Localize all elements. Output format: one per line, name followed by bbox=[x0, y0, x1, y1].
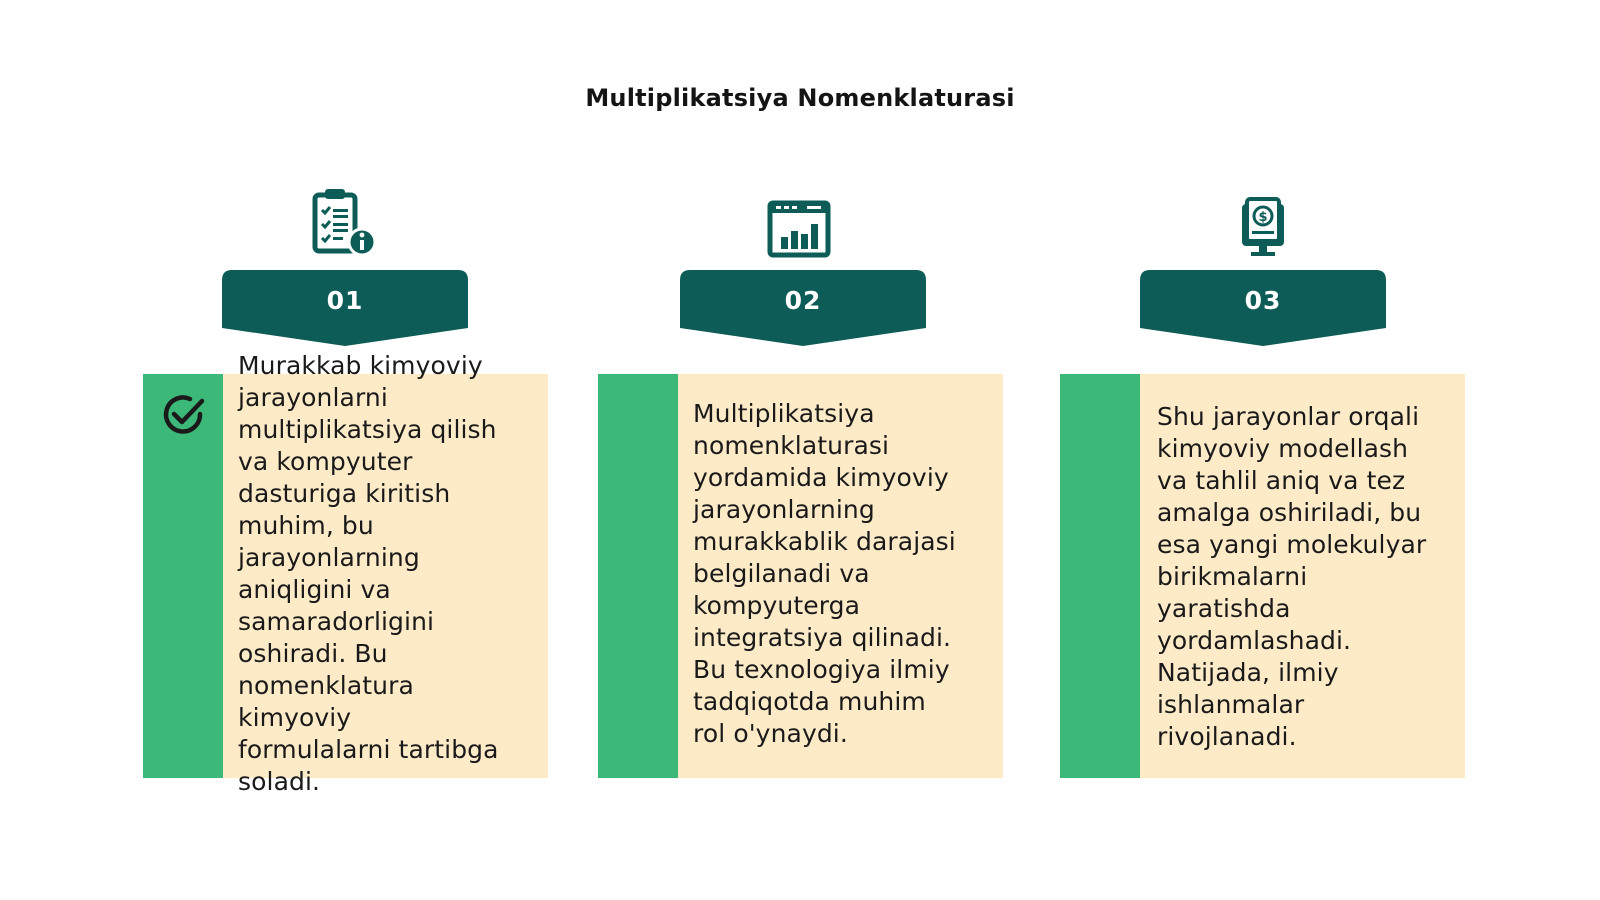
step-number-3: 03 bbox=[1244, 286, 1282, 315]
page-title: Multiplikatsiya Nomenklaturasi bbox=[585, 84, 1015, 112]
check-circle-icon bbox=[161, 392, 207, 438]
bar-chart-window-icon bbox=[767, 200, 831, 258]
green-bar-2 bbox=[598, 374, 678, 778]
step-badge-3 bbox=[1140, 270, 1386, 346]
green-bar-1 bbox=[143, 374, 223, 778]
step-text-2: Multiplikatsiya nomenklaturasi yordamida kimyoviy jarayonlarning murakkablik darajasi belgilanadi va kompyuterga integratsiya qilinadi. Bu texnologiya ilmiy tadqiqotda muhim rol o'ynaydi. bbox=[693, 399, 956, 748]
clipboard-checklist-info-icon bbox=[312, 188, 378, 258]
step-badge-2 bbox=[680, 270, 926, 346]
green-bar-3 bbox=[1060, 374, 1140, 778]
svg-text:$: $ bbox=[1258, 210, 1268, 225]
step-number-2: 02 bbox=[784, 286, 822, 315]
step-text-1: Murakkab kimyoviy jarayonlarni multiplikatsiya qilish va kompyuter dasturiga kiritish muhim, bu jarayonlarning aniqligini va samaradorligini oshiradi. Bu nomenklatura kimyoviy formulalarni tartibga soladi. bbox=[238, 351, 499, 796]
step-text-3: Shu jarayonlar orqali kimyoviy modellash va tahlil aniq va tez amalga oshiriladi, bu esa yangi molekulyar birikmalarni yaratishda yordamlashadi. Natijada, ilmiy ishlanmalar rivojlanadi. bbox=[1157, 402, 1427, 751]
step-number-1: 01 bbox=[326, 286, 364, 315]
money-monitor-icon bbox=[1237, 196, 1289, 258]
step-badge-1 bbox=[222, 270, 468, 346]
